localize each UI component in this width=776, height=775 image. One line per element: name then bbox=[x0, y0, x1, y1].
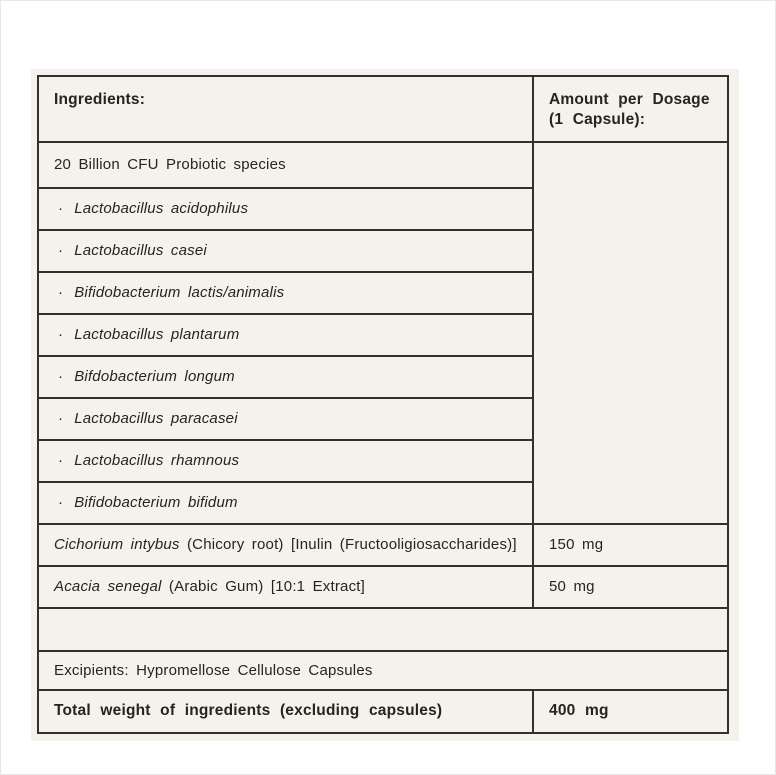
species-cell bbox=[38, 398, 533, 440]
excipients-row bbox=[38, 651, 728, 690]
excipients-cell: Excipients: Hypromellose Cellulose Capsules bbox=[38, 651, 728, 690]
species-name: Bifidobacterium lactis/animalis bbox=[74, 284, 285, 302]
bullet-glyph: · bbox=[58, 410, 64, 428]
ingredient-detail: (Chicory root) [Inulin (Fructooligiosaccharides)] bbox=[179, 536, 517, 554]
spacer-cell bbox=[38, 608, 728, 651]
table-header-row bbox=[38, 76, 728, 142]
species-cell bbox=[38, 440, 533, 482]
species-name: Lactobacillus paracasei bbox=[74, 410, 238, 428]
probiotic-amount-merged-cell bbox=[533, 142, 728, 524]
table-row bbox=[38, 524, 728, 566]
species-cell bbox=[38, 272, 533, 314]
bullet-glyph: · bbox=[58, 368, 64, 386]
species-cell bbox=[38, 188, 533, 230]
species-name: Bifdobacterium longum bbox=[74, 368, 235, 386]
species-name: Bifidobacterium bifidum bbox=[74, 494, 238, 512]
probiotic-intro-cell: 20 Billion CFU Probiotic species bbox=[38, 142, 533, 188]
bullet-glyph: · bbox=[58, 284, 64, 302]
ingredient-latin-name: Cichorium intybus bbox=[54, 536, 180, 554]
ingredient-cell bbox=[38, 524, 533, 566]
bullet-glyph: · bbox=[58, 242, 64, 260]
bullet-glyph: · bbox=[58, 494, 64, 512]
bullet-glyph: · bbox=[58, 452, 64, 470]
species-cell bbox=[38, 230, 533, 272]
ingredients-table bbox=[37, 75, 729, 734]
species-name: Lactobacillus plantarum bbox=[74, 326, 240, 344]
amount-column-header: Amount per Dosage (1 Capsule): bbox=[533, 76, 728, 142]
species-cell bbox=[38, 356, 533, 398]
amount-cell: 150 mg bbox=[533, 524, 728, 566]
species-name: Lactobacillus casei bbox=[74, 242, 207, 260]
species-cell bbox=[38, 482, 533, 524]
bullet-glyph: · bbox=[58, 200, 64, 218]
total-label-cell: Total weight of ingredients (excluding capsules) bbox=[38, 690, 533, 733]
ingredient-latin-name: Acacia senegal bbox=[54, 578, 162, 596]
ingredient-detail: (Arabic Gum) [10:1 Extract] bbox=[161, 578, 366, 596]
table-row bbox=[38, 142, 728, 188]
table-row bbox=[38, 566, 728, 608]
species-name: Lactobacillus rhamnous bbox=[74, 452, 240, 470]
supplement-label-panel bbox=[31, 69, 739, 741]
species-name: Lactobacillus acidophilus bbox=[74, 200, 249, 218]
ingredient-cell bbox=[38, 566, 533, 608]
amount-cell: 50 mg bbox=[533, 566, 728, 608]
total-amount-cell: 400 mg bbox=[533, 690, 728, 733]
spacer-row bbox=[38, 608, 728, 651]
species-cell bbox=[38, 314, 533, 356]
ingredients-column-header: Ingredients: bbox=[38, 76, 533, 142]
bullet-glyph: · bbox=[58, 326, 64, 344]
total-row bbox=[38, 690, 728, 733]
